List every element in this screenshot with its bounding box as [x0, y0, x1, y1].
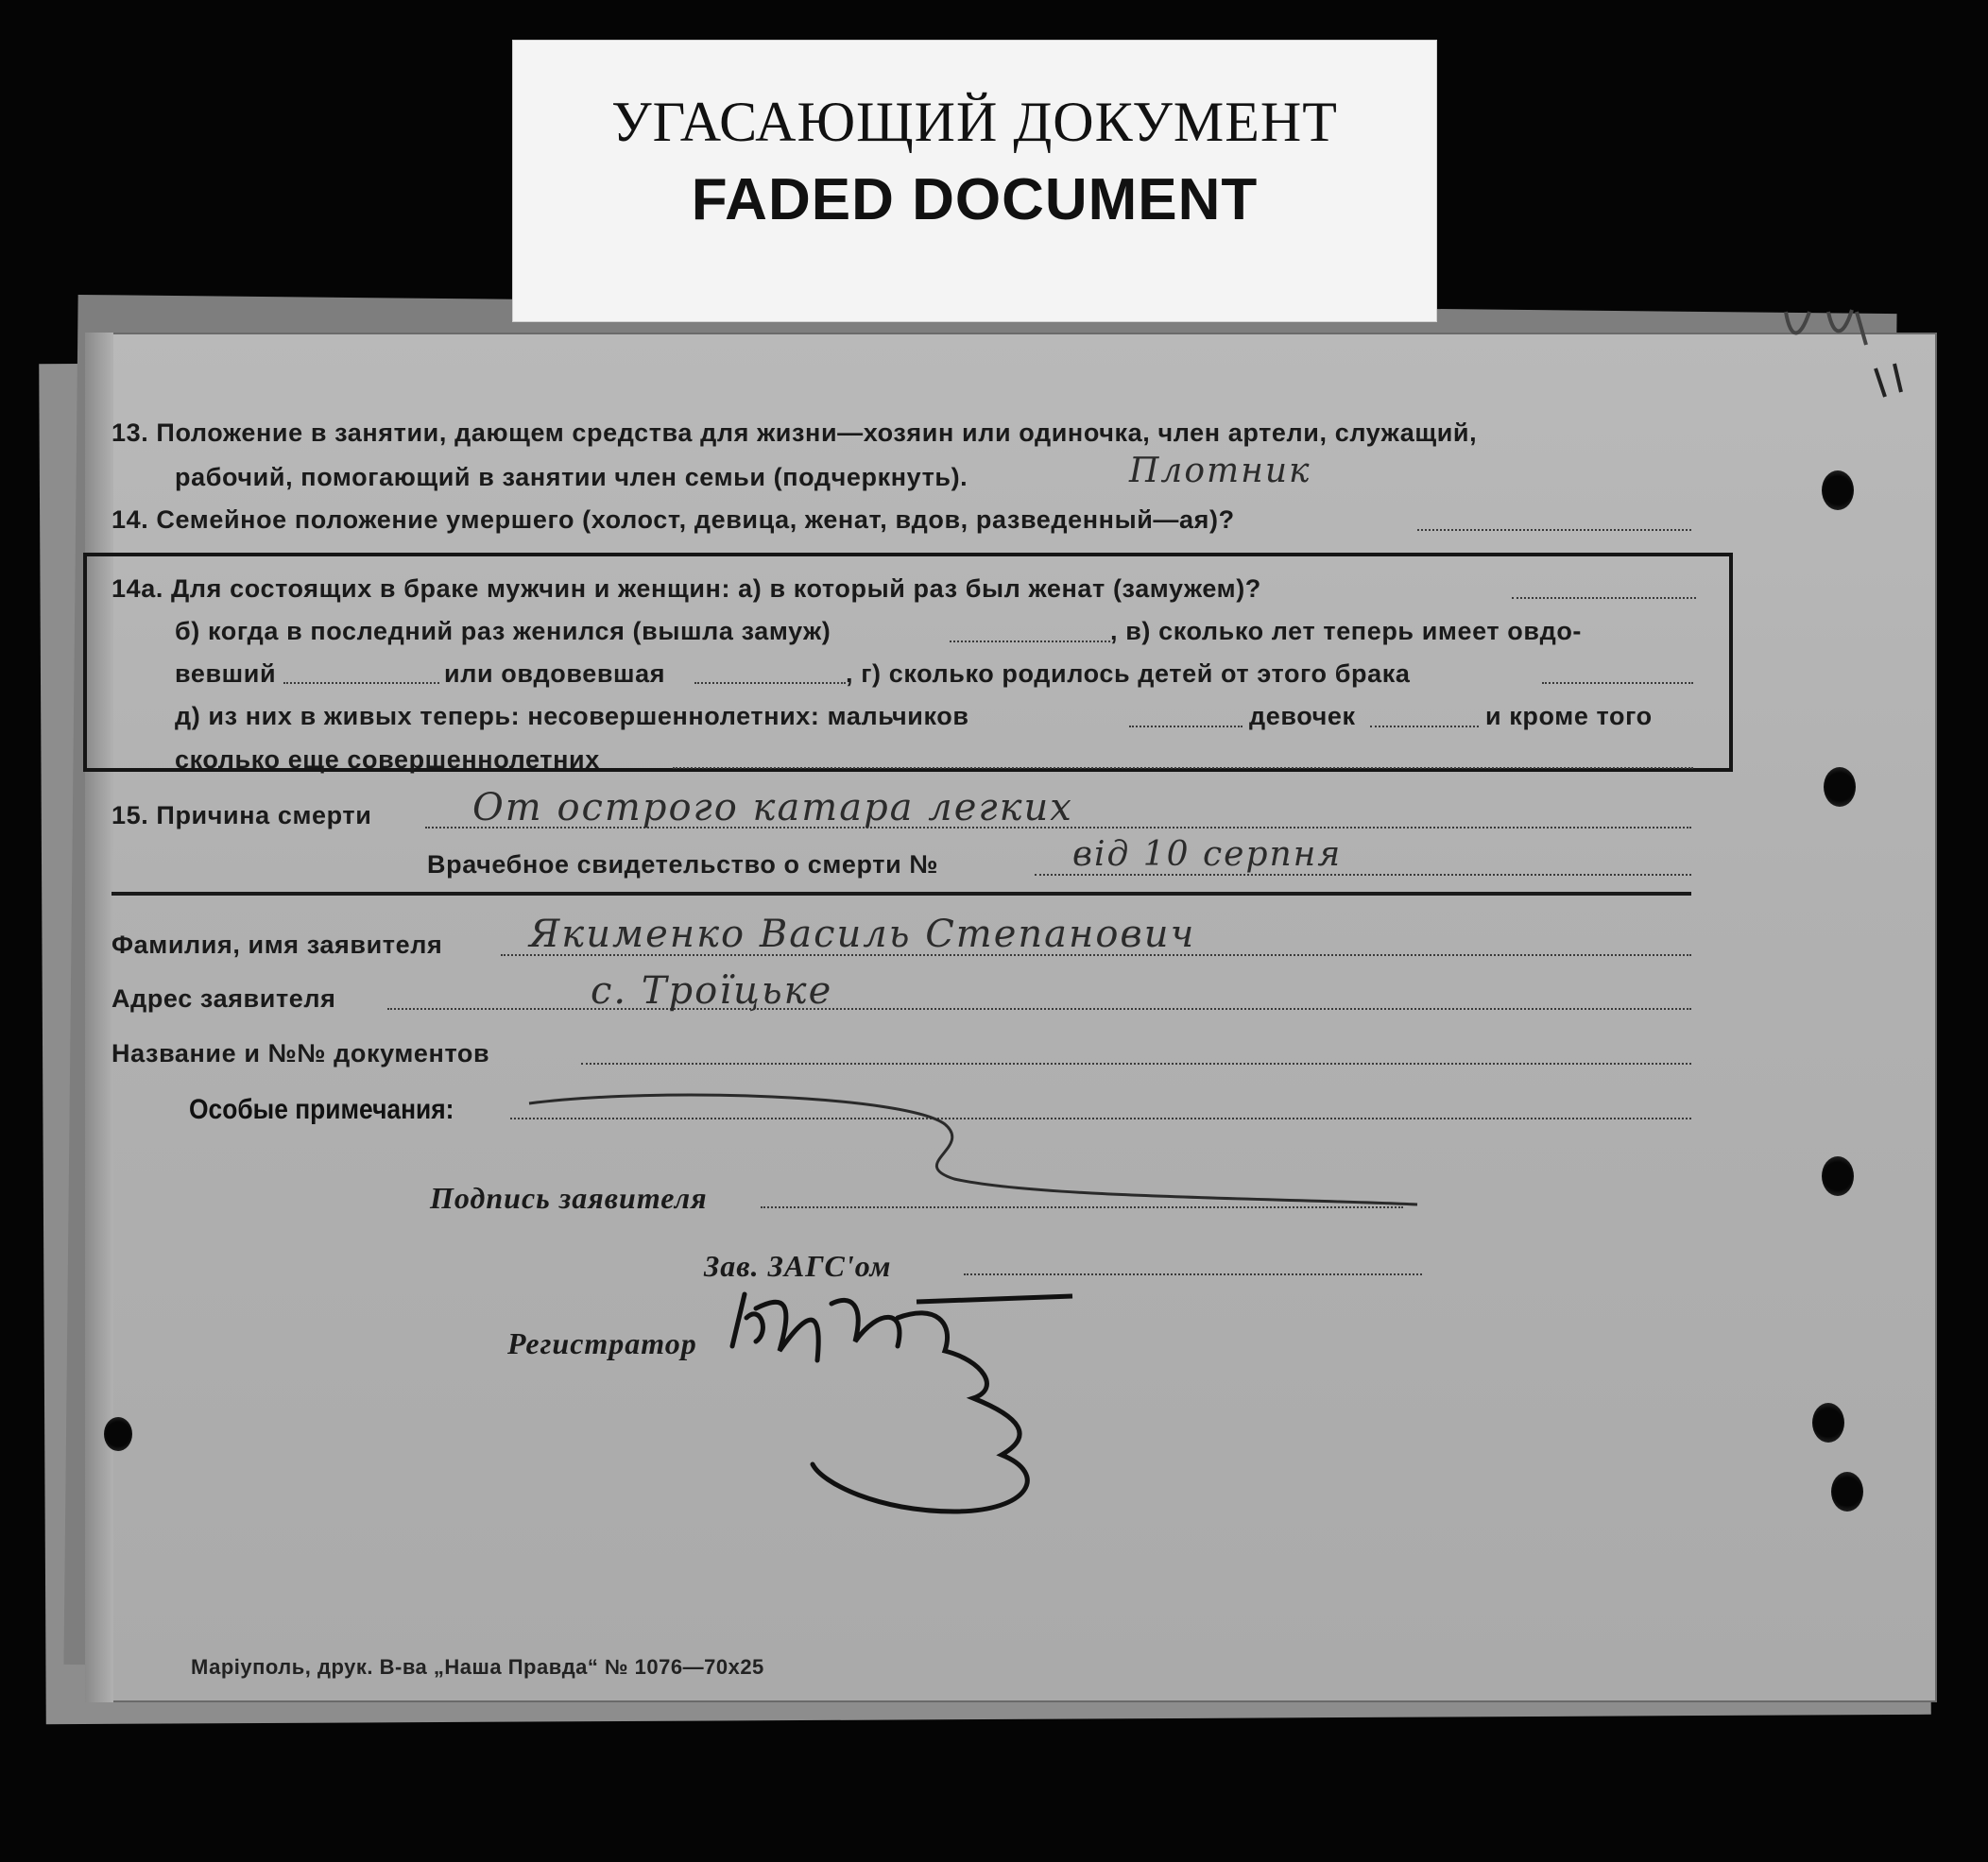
certificate-label: Врачебное свидетельство о смерти №: [427, 850, 939, 879]
corner-mark: [1786, 310, 1866, 345]
item-14a-line-2b: , в) сколько лет теперь имеет овдо-: [1110, 617, 1583, 645]
item-14-line: 14. Семейное положение умершего (холост, девица, женат, вдов, разведенный—ая)?: [111, 505, 1235, 534]
registrar-signature-underline: [917, 1296, 1072, 1302]
item-14a-line-3c: , г) сколько родилось детей от этого брака: [846, 659, 1411, 688]
item-13-line-2: рабочий, помогающий в занятии член семьи (подчеркнуть).: [175, 463, 968, 491]
punch-hole: [1822, 470, 1854, 510]
item-15-handwritten-value: От острого катара легких: [472, 786, 1073, 829]
registrar-label: Регистратор: [507, 1326, 697, 1360]
item-14a-line-4a: д) из них в живых теперь: несовершеннолетних: мальчиков: [175, 702, 969, 730]
certificate-handwritten-value: від 10 серпня: [1072, 835, 1343, 874]
item-13-line-1: 13. Положение в занятии, дающем средства для жизни—хозяин или одиночка, член артели, служащий,: [111, 419, 1478, 447]
documents-label: Название и №№ документов: [111, 1039, 490, 1068]
applicant-address-label: Адрес заявителя: [111, 984, 336, 1013]
applicant-signature-label: Подпись заявителя: [430, 1181, 708, 1215]
item-15-label: 15. Причина смерти: [111, 801, 372, 829]
notes-strike-stroke: [529, 1095, 1417, 1204]
punch-hole: [1812, 1403, 1844, 1443]
punch-hole: [104, 1417, 132, 1451]
item-14a-line-4c: и кроме того: [1485, 702, 1653, 730]
punch-hole: [1824, 767, 1856, 807]
item-14a-line-4b: девочек: [1249, 702, 1356, 730]
faded-label-russian: УГАСАЮЩИЙ ДОКУМЕНТ: [611, 91, 1338, 153]
zags-head-label: Зав. ЗАГС'ом: [704, 1249, 892, 1283]
item-13-handwritten-value: Плотник: [1129, 452, 1311, 490]
applicant-name-label: Фамилия, имя заявителя: [111, 931, 443, 959]
special-notes-label: Особые примечания:: [189, 1094, 454, 1125]
punch-hole: [1831, 1472, 1863, 1512]
applicant-name-handwritten-value: Якименко Василь Степанович: [529, 913, 1196, 956]
item-14a-line-3b: или овдовевшая: [444, 659, 666, 688]
punch-hole: [1822, 1156, 1854, 1196]
faded-label-english: FADED DOCUMENT: [691, 167, 1259, 232]
item-14a-line-1: 14а. Для состоящих в браке мужчин и женщин: а) в который раз был женат (замужем)?: [111, 574, 1261, 603]
item-14a-line-3a: вевший: [175, 659, 277, 688]
printer-imprint: Маріуполь, друк. В-ва „Наша Правда“ № 1076—70х25: [191, 1655, 764, 1679]
item-14a-line-2a: б) когда в последний раз женился (вышла замуж): [175, 617, 831, 645]
corner-mark: [1876, 364, 1901, 397]
item-14a-line-5: сколько еще совершеннолетних: [175, 745, 600, 774]
applicant-address-handwritten-value: с. Троїцьке: [591, 969, 833, 1013]
registrar-signature: [732, 1294, 1027, 1512]
